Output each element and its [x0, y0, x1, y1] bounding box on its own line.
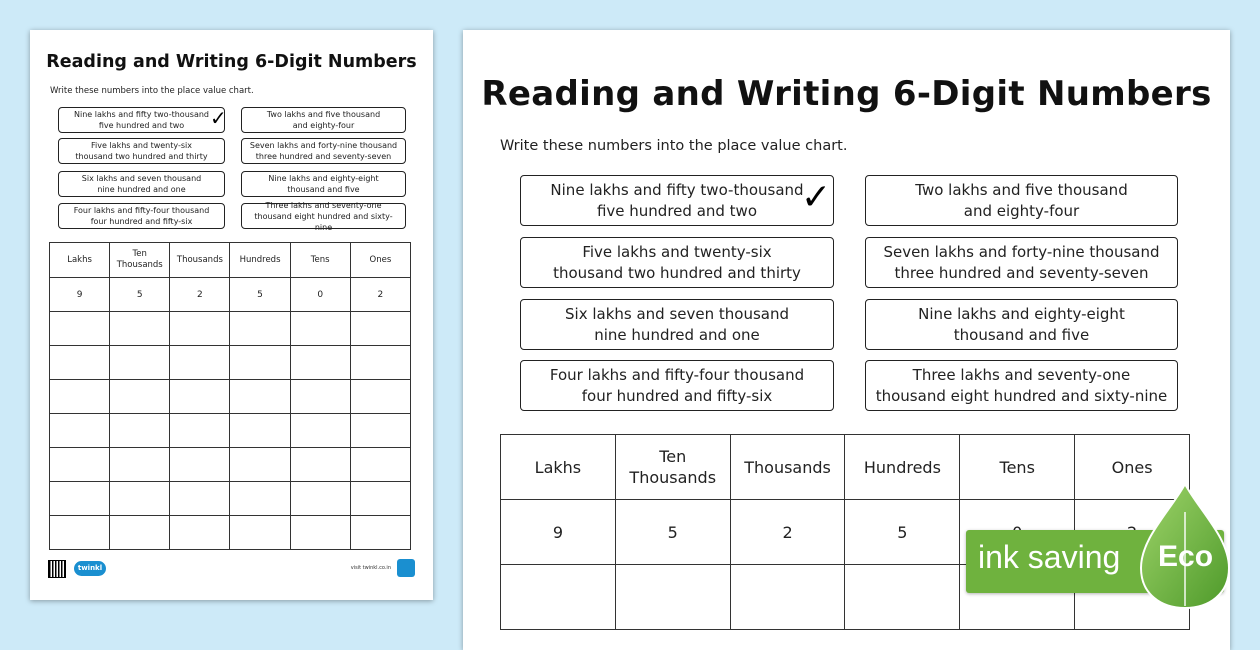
table-cell: 5 — [845, 500, 960, 565]
table-cell: 5 — [230, 278, 290, 312]
thumbnail-footer — [48, 558, 415, 580]
qr-code-icon — [48, 560, 66, 578]
number-box: Four lakhs and fifty-four thousand four hundred and fifty-six — [520, 360, 834, 411]
table-row — [50, 278, 411, 312]
table-row — [50, 516, 411, 550]
table-header-row — [50, 243, 411, 278]
number-box: Five lakhs and twenty-six thousand two hundred and thirty — [520, 237, 834, 288]
table-cell: 2 — [170, 278, 230, 312]
header-cell: Hundreds — [845, 435, 960, 500]
thumb-number-box: Seven lakhs and forty-nine thousand three hundred and seventy-seven — [241, 138, 406, 164]
tick-icon: ✓ — [801, 177, 832, 218]
table-row — [50, 380, 411, 414]
header-cell: Hundreds — [230, 243, 290, 278]
thumb-number-box: Nine lakhs and eighty-eight thousand and five — [241, 171, 406, 197]
thumb-number-box: Five lakhs and twenty-six thousand two hundred and thirty — [58, 138, 225, 164]
number-box: Nine lakhs and fifty two-thousand five hundred and two — [520, 175, 834, 226]
twinkl-logo: twinkl — [74, 561, 106, 576]
table-row — [50, 448, 411, 482]
thumb-number-box: Six lakhs and seven thousand nine hundred and one — [58, 171, 225, 197]
number-box: Seven lakhs and forty-nine thousand three hundred and seventy-seven — [865, 237, 1178, 288]
number-box: Nine lakhs and eighty-eight thousand and five — [865, 299, 1178, 350]
thumb-place-value-table — [49, 242, 411, 550]
table-row — [50, 346, 411, 380]
header-cell: Ones — [350, 243, 410, 278]
worksheet-thumbnail — [30, 30, 433, 600]
table-cell: 2 — [350, 278, 410, 312]
thumb-number-box: Three lakhs and seventy-one thousand eight hundred and sixty-nine — [241, 203, 406, 229]
table-cell: 5 — [615, 500, 730, 565]
thumb-number-box: Nine lakhs and fifty two-thousand five hundred and two — [58, 107, 225, 133]
website-text: visit twinkl.co.in — [350, 565, 391, 571]
number-box: Two lakhs and five thousand and eighty-four — [865, 175, 1178, 226]
header-cell: Thousands — [170, 243, 230, 278]
number-box: Three lakhs and seventy-one thousand eight hundred and sixty-nine — [865, 360, 1178, 411]
header-cell: Lakhs — [50, 243, 110, 278]
thumb-number-box: Two lakhs and five thousand and eighty-four — [241, 107, 406, 133]
table-cell: 5 — [110, 278, 170, 312]
table-cell: 0 — [290, 278, 350, 312]
header-cell: Tens — [960, 435, 1075, 500]
header-cell: Lakhs — [501, 435, 616, 500]
header-cell: Ones — [1075, 435, 1190, 500]
header-cell: Tens — [290, 243, 350, 278]
instruction-text: Write these numbers into the place value chart. — [500, 138, 848, 154]
table-cell: 9 — [501, 500, 616, 565]
table-row — [50, 312, 411, 346]
table-row — [50, 482, 411, 516]
ink-saving-text: ink saving — [978, 539, 1121, 575]
thumbnail-instruction: Write these numbers into the place value chart. — [50, 86, 254, 96]
table-cell: 9 — [50, 278, 110, 312]
header-cell: Ten Thousands — [615, 435, 730, 500]
table-header-row — [501, 435, 1190, 500]
thumb-tick-icon: ✓ — [210, 106, 227, 130]
eco-label: Eco — [1158, 540, 1214, 573]
number-box: Six lakhs and seven thousand nine hundred and one — [520, 299, 834, 350]
table-cell: 2 — [730, 500, 845, 565]
table-row — [50, 414, 411, 448]
header-cell: Ten Thousands — [110, 243, 170, 278]
thumb-number-box: Four lakhs and fifty-four thousand four hundred and fifty-six — [58, 203, 225, 229]
page-title: Reading and Writing 6-Digit Numbers — [481, 74, 1212, 114]
badge-icon — [397, 559, 415, 577]
header-cell: Thousands — [730, 435, 845, 500]
thumbnail-title: Reading and Writing 6-Digit Numbers — [46, 52, 417, 72]
